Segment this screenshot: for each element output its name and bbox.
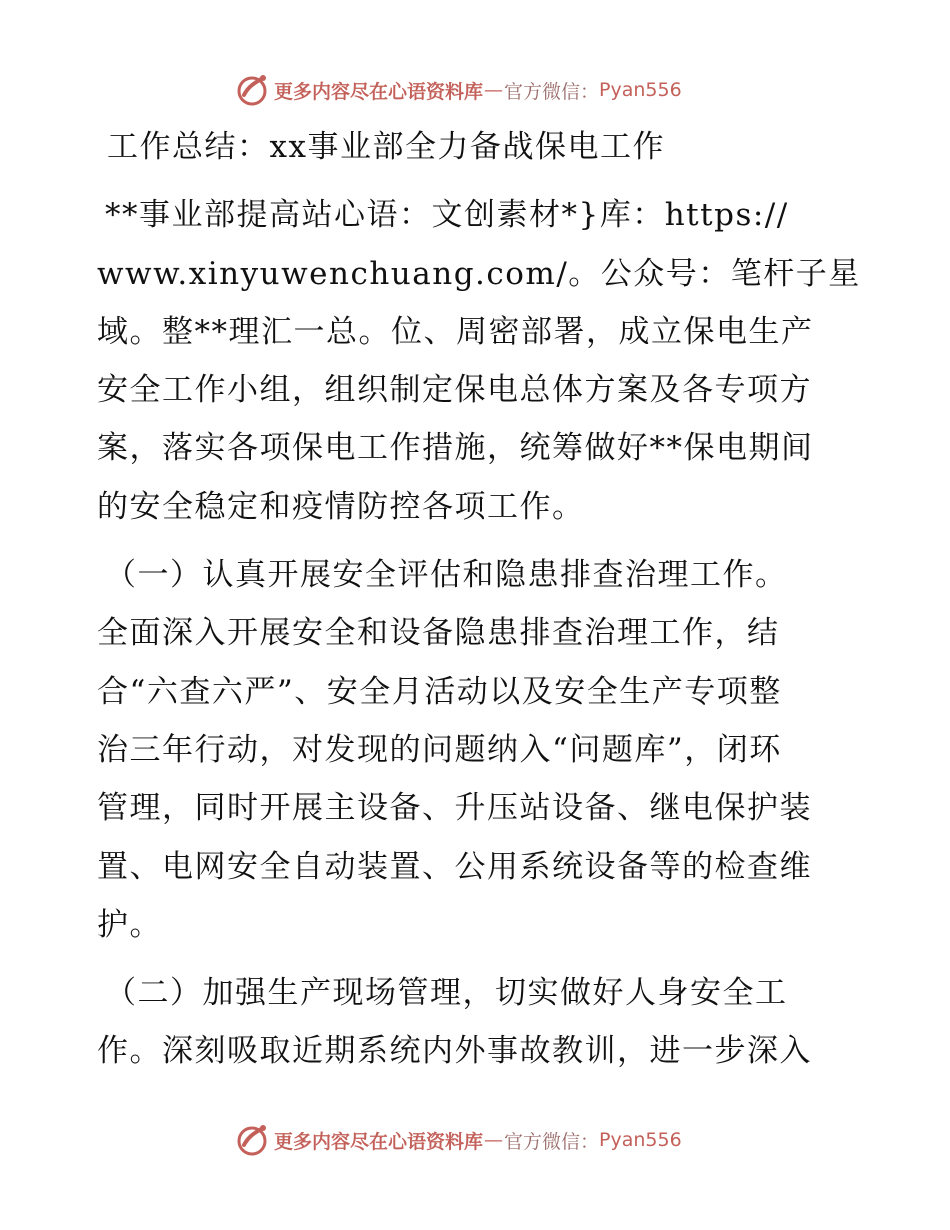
paragraph-line: **事业部提高站心语：文创素材*}库：https:// [105, 197, 789, 234]
paragraph-line: 置、电网安全自动装置、公用系统设备等的检查维 [97, 848, 812, 885]
paragraph-line: 管理，同时开展主设备、升压站设备、继电保护装 [97, 790, 812, 827]
paragraph-line: 的安全稳定和疫情防控各项工作。 [97, 488, 585, 525]
paragraph-3 [97, 964, 857, 1081]
paragraph-line: （一）认真开展安全评估和隐患排查治理工作。 [105, 557, 788, 594]
watermark-dash: — [484, 1129, 504, 1151]
paragraph-line: 案，落实各项保电工作措施，统筹做好**保电期间 [97, 430, 814, 467]
paragraph-line: 域。整**理汇一总。位、周密部署，成立保电生产 [97, 313, 814, 350]
header-watermark [236, 72, 682, 108]
document-body [97, 118, 861, 1081]
paragraph-line: www.xinyuwenchuang.com/。公众号：笔杆子星 [97, 255, 861, 292]
document-title: 工作总结：xx事业部全力备战保电工作 [107, 129, 665, 165]
watermark-wechat-id: Pyan556 [599, 1129, 682, 1151]
watermark-wechat-id: Pyan556 [599, 79, 682, 101]
paragraph-line: 护。 [97, 906, 162, 943]
paragraph-line: 作。深刻吸取近期系统内外事故教训，进一步深入 [97, 1033, 812, 1070]
watermark-wechat-label: 官方微信： [504, 1130, 600, 1153]
footer-watermark [236, 1122, 682, 1158]
paragraph-line: 安全工作小组，组织制定保电总体方案及各专项方 [97, 372, 812, 409]
paragraph-line: 合“六查六严”、安全月活动以及安全生产专项整 [97, 673, 782, 710]
brush-seal-logo-icon [236, 73, 270, 107]
paragraph-2 [97, 546, 857, 954]
watermark-dash: — [484, 79, 504, 101]
watermark-wechat-label: 官方微信： [504, 80, 600, 103]
paragraph-line: 全面深入开展安全和设备隐患排查治理工作，结 [97, 615, 780, 652]
paragraph-line: （二）加强生产现场管理，切实做好人身安全工 [105, 975, 788, 1012]
watermark-brand-text: 更多内容尽在心语资料库 [274, 1130, 484, 1153]
watermark-brand-text: 更多内容尽在心语资料库 [274, 80, 484, 103]
paragraph-line: 治三年行动，对发现的问题纳入“问题库”，闭环 [97, 731, 782, 768]
brush-seal-logo-icon [236, 1123, 270, 1157]
paragraph-1 [97, 186, 861, 536]
